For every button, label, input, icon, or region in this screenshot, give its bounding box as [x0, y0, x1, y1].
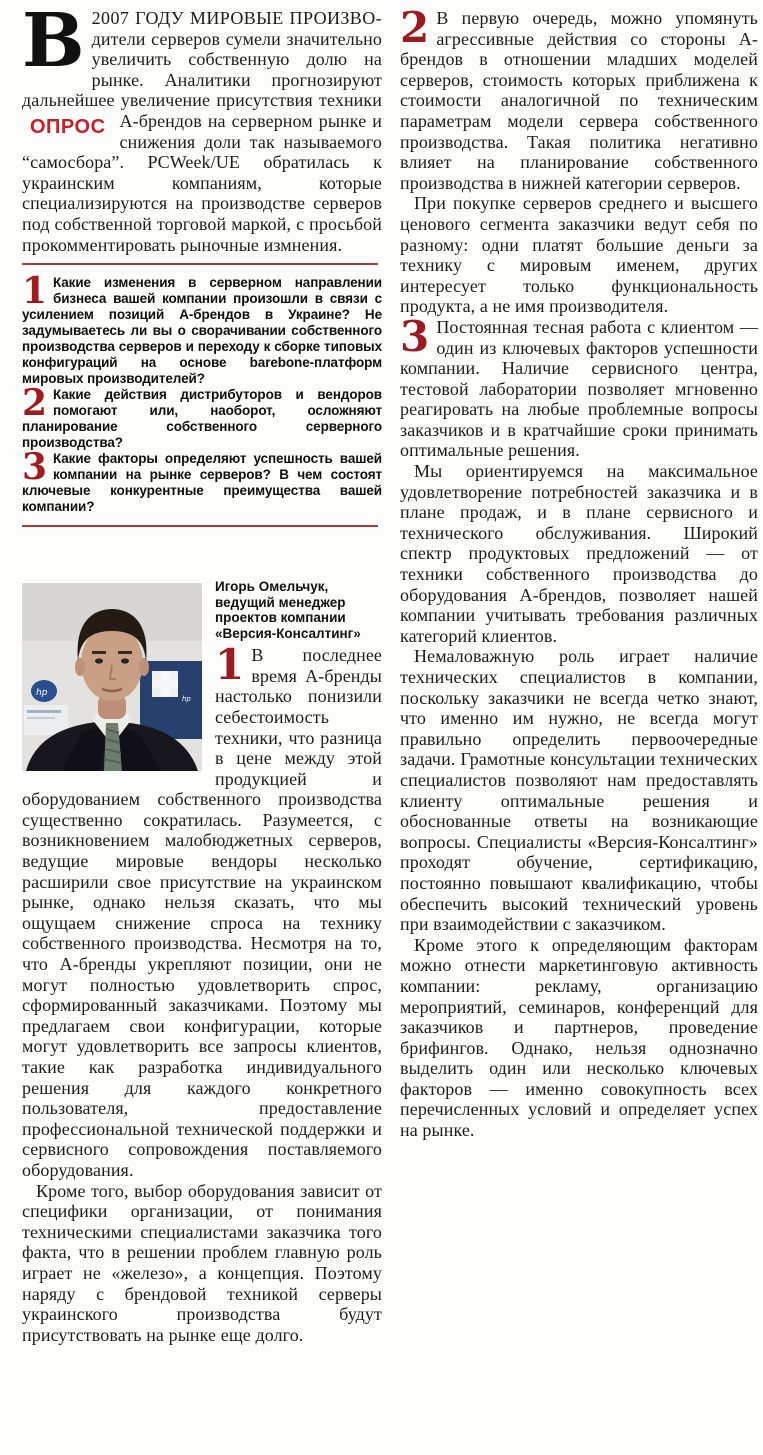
left-column	[22, 0, 382, 1345]
separator-rule-bottom	[22, 525, 378, 527]
question-number: 3	[22, 446, 47, 489]
questions-block	[22, 270, 382, 515]
question-item	[22, 270, 382, 387]
question-item	[22, 446, 382, 515]
question-text: Какие факторы определяют успешность вашей компании на рынке серверов? В чем состоят ключевые конкурентные преимущества вашей компании?	[22, 451, 382, 515]
portrait-photo	[22, 583, 202, 771]
right-column	[400, 3, 758, 1345]
answer-1-numeral: 1	[215, 640, 245, 690]
question-item	[22, 382, 382, 451]
answer-2-paragraph-1	[400, 3, 758, 193]
svg-text:hp: hp	[182, 695, 191, 704]
question-text: Какие изменения в серверном направлении бизнеса вашей компании произошли в связи с усилением позиций А-брендов в Украине? Не задумываетесь ли вы о сворачивании собственного производства серверов и переходу к сборке типовых конфигураций на основе barebone-платформ мировых производителей?	[22, 275, 382, 387]
interview-answer-block	[22, 579, 382, 1345]
intro-text-before: дители серверов сумели значительно увеличить собственную долю на рынке. Аналитики прогнозируют дальнейшее увеличение присутствия	[22, 28, 382, 111]
answer-1-paragraph-2: Кроме того, выбор оборудования зависит от специфики организации, от понимания техническими специалистами заказчика того факта, что в решении проблем главную роль играет не «железо», а концепция. Поэтому наряду с брендовой техникой серверы украинского производства будут присутствовать на рынке еще долго.	[22, 1180, 382, 1345]
intro-text-after: техники А-брендов на серверном рынке и снижения доли так называемого “самосбора”. PCWeek/UE обратилась к украинским компаниям, которые специализируются на производстве серверов под собственной торговой маркой, с просьбой прокомментировать рыночные измнения.	[22, 90, 382, 255]
answer-3-paragraph-4: Кроме этого к определяющим факторам можно отнести маркетинговую активность компании: рекламу, организацию мероприятий, семинаров, конференций для заказчиков и партнеров, проведение брифингов. Однако, нельзя однозначно выделить один или несколько ключевых факторов — именно совокупность всех перечисленных условий и определяет успех на рынке.	[400, 934, 758, 1141]
answer-2-numeral: 2	[400, 3, 430, 52]
question-number: 2	[22, 382, 47, 425]
drop-cap: В	[22, 0, 85, 84]
answer-3-paragraph-1	[400, 311, 758, 461]
answer-3-numeral: 3	[400, 311, 430, 361]
answer-3-text-1: Постоянная тесная работа с клиентом — один из ключевых факторов успешности компании. Наличие сервисного центра, тестовой лаборатории позволяет мгновенно реагировать на любые проблемные вопросы заказчиков и в кратчайшие сроки принимать оптимальные решения.	[400, 316, 758, 461]
intro-paragraph	[22, 0, 382, 255]
answer-1-text-1: В последнее время А-бренды настолько понизили себестоимость техники, что разница в цене между этой продукцией и оборудованием собственного производства существенно сократилась. Разумеется, с возникновением малобюджетных серверов, ведущие мировые вендоры несколько расширили свое присутствие на украинском рынке, однако нельзя сказать, что мы ощущаем снижение спроса на технику собственного производства. Несмотря на то, что А-бренды укрепляют позиции, они не могут полностью удовлетворить спрос, сформированный заказчиками. Поэтому мы предлагаем свои конфигурации, которые могут удовлетворить все запросы клиентов, такие как разработка индивидуального решения для каждого конкретного пользователя, предоставление профессиональной технической поддержки и сервисного сопровождения поставляемого оборудования.	[22, 645, 382, 1180]
answer-2-paragraph-2: При покупке серверов среднего и высшего ценового сегмента заказчики ведут себя по разному: одни платят большие деньги за технику с мировым именем, других интересует только функциональность продукта, а не имя производителя.	[400, 193, 758, 317]
two-column-layout	[22, 0, 758, 1345]
question-number: 1	[22, 270, 47, 313]
answer-3-paragraph-3: Немаловажную роль играет наличие технических специалистов в компании, поскольку заказчики не всегда четко знают, что именно им нужно, не всегда могут правильно определить первоочередные задачи. Грамотные консультации технических специалистов позволяют нам предоставлять клиенту оптимальные решения и обоснованные ответы на возникающие вопросы. Специалисты «Версия-Консалтинг» проходят обучение, сертификацию, постоянно повышают квалификацию, чтобы обеспечить высокий технический уровень при взаимодействии с заказчиком.	[400, 646, 758, 935]
photo-caption: Игорь Омельчук, ведущий менеджер проектов компании «Версия-Консалтинг»	[215, 579, 361, 641]
svg-text:hp: hp	[36, 688, 48, 699]
answer-2-text-1: В первую очередь, можно упомянуть агрессивные действия со стороны А-брендов в отношении младших моделей серверов, стоимость которых приближена к стоимости аналогичной по техническим параметрам модели сервера собственного производства. Такая политика негативно влияет на планирование собственного производства в нижней категории серверов.	[400, 8, 758, 193]
opros-kicker-label: ОПРОС	[30, 115, 106, 138]
separator-rule-top	[22, 263, 378, 265]
answer-3-paragraph-2: Мы ориентируемся на максимальное удовлетворение потребностей заказчика и в плане продаж, и в плане сервисного и технического обслуживания. Широкий спектр продуктовых предложений — от техники собственного производства до оборудования А-брендов, позволяет нашей компании учитывать требования различных категорий клиентов.	[400, 461, 758, 646]
intro-caps-lead: 2007 ГОДУ МИРОВЫЕ ПРОИЗВО-	[91, 8, 382, 28]
portrait-photo-illustration	[22, 583, 202, 771]
question-text: Какие действия дистрибуторов и вендоров помогают или, наоборот, осложняют планирование собственного серверного производства?	[22, 387, 382, 451]
